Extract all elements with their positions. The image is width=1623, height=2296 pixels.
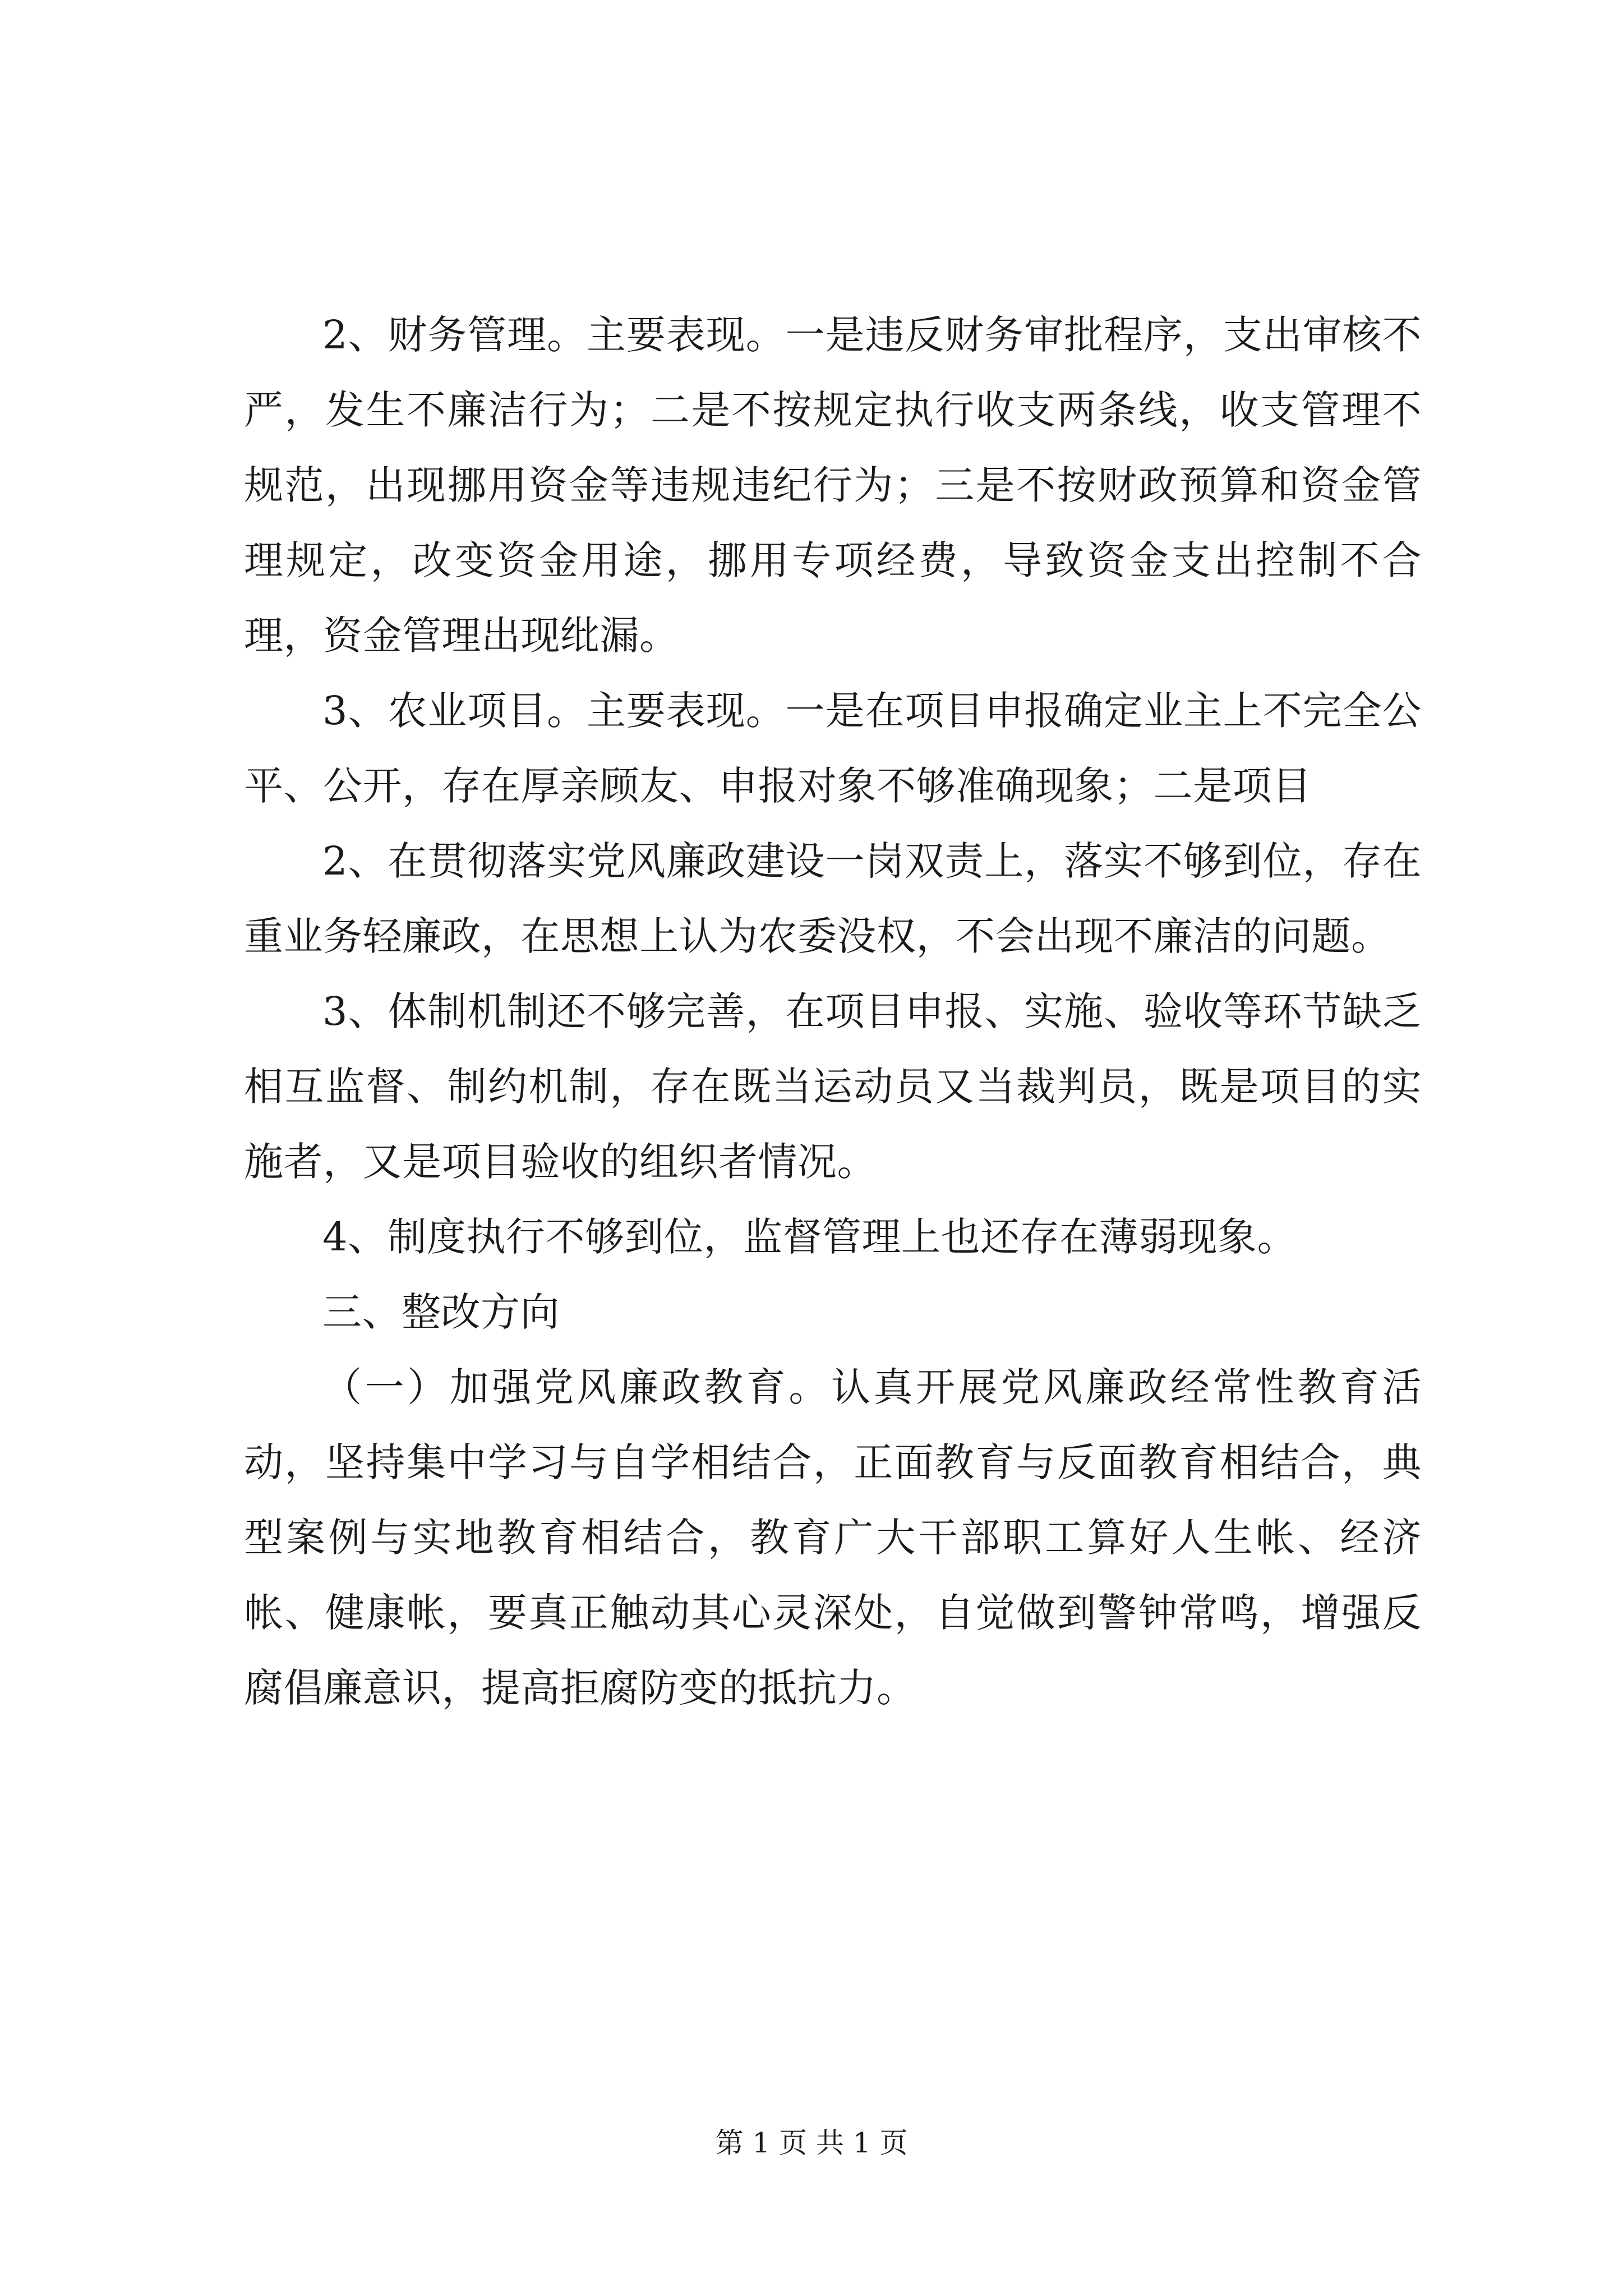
paragraph-agriculture-projects: 3、农业项目。主要表现。一是在项目申报确定业主上不完全公平、公开，存在厚亲顾友、申报对象不够准确现象；二是项目 [244,688,1422,809]
paragraph-enforcement: 4、制度执行不够到位，监督管理上也还存在薄弱现象。 [322,1214,1297,1260]
page-footer: 第 1 页 共 1 页 [715,2127,908,2159]
paragraph-finance-management: 2、财务管理。主要表现。一是违反财务审批程序，支出审核不严，发生不廉洁行为；二是不按规定执行收支两条线，收支管理不规范，出现挪用资金等违规违纪行为；三是不按财政预算和资金管理规定，改变资金用途，挪用专项经费，导致资金支出控制不合理，资金管理出现纰漏。 [244,312,1422,659]
paragraph-mechanism: 3、体制机制还不够完善，在项目申报、实施、验收等环节缺乏相互监督、制约机制，存在既当运动员又当裁判员，既是项目的实施者，又是项目验收的组织者情况。 [244,988,1422,1185]
section-heading-rectification: 三、整改方向 [322,1289,560,1335]
paragraph-responsibility: 2、在贯彻落实党风廉政建设一岗双责上，落实不够到位，存在重业务轻廉政，在思想上认为农委没权，不会出现不廉洁的问题。 [244,838,1422,959]
document-body [244,297,1422,1726]
paragraph-education: （一）加强党风廉政教育。认真开展党风廉政经常性教育活动，坚持集中学习与自学相结合，正面教育与反面教育相结合，典型案例与实地教育相结合，教育广大干部职工算好人生帐、经济帐、健康帐，要真正触动其心灵深处，自觉做到警钟常鸣，增强反腐倡廉意识，提高拒腐防变的抵抗力。 [244,1364,1422,1711]
